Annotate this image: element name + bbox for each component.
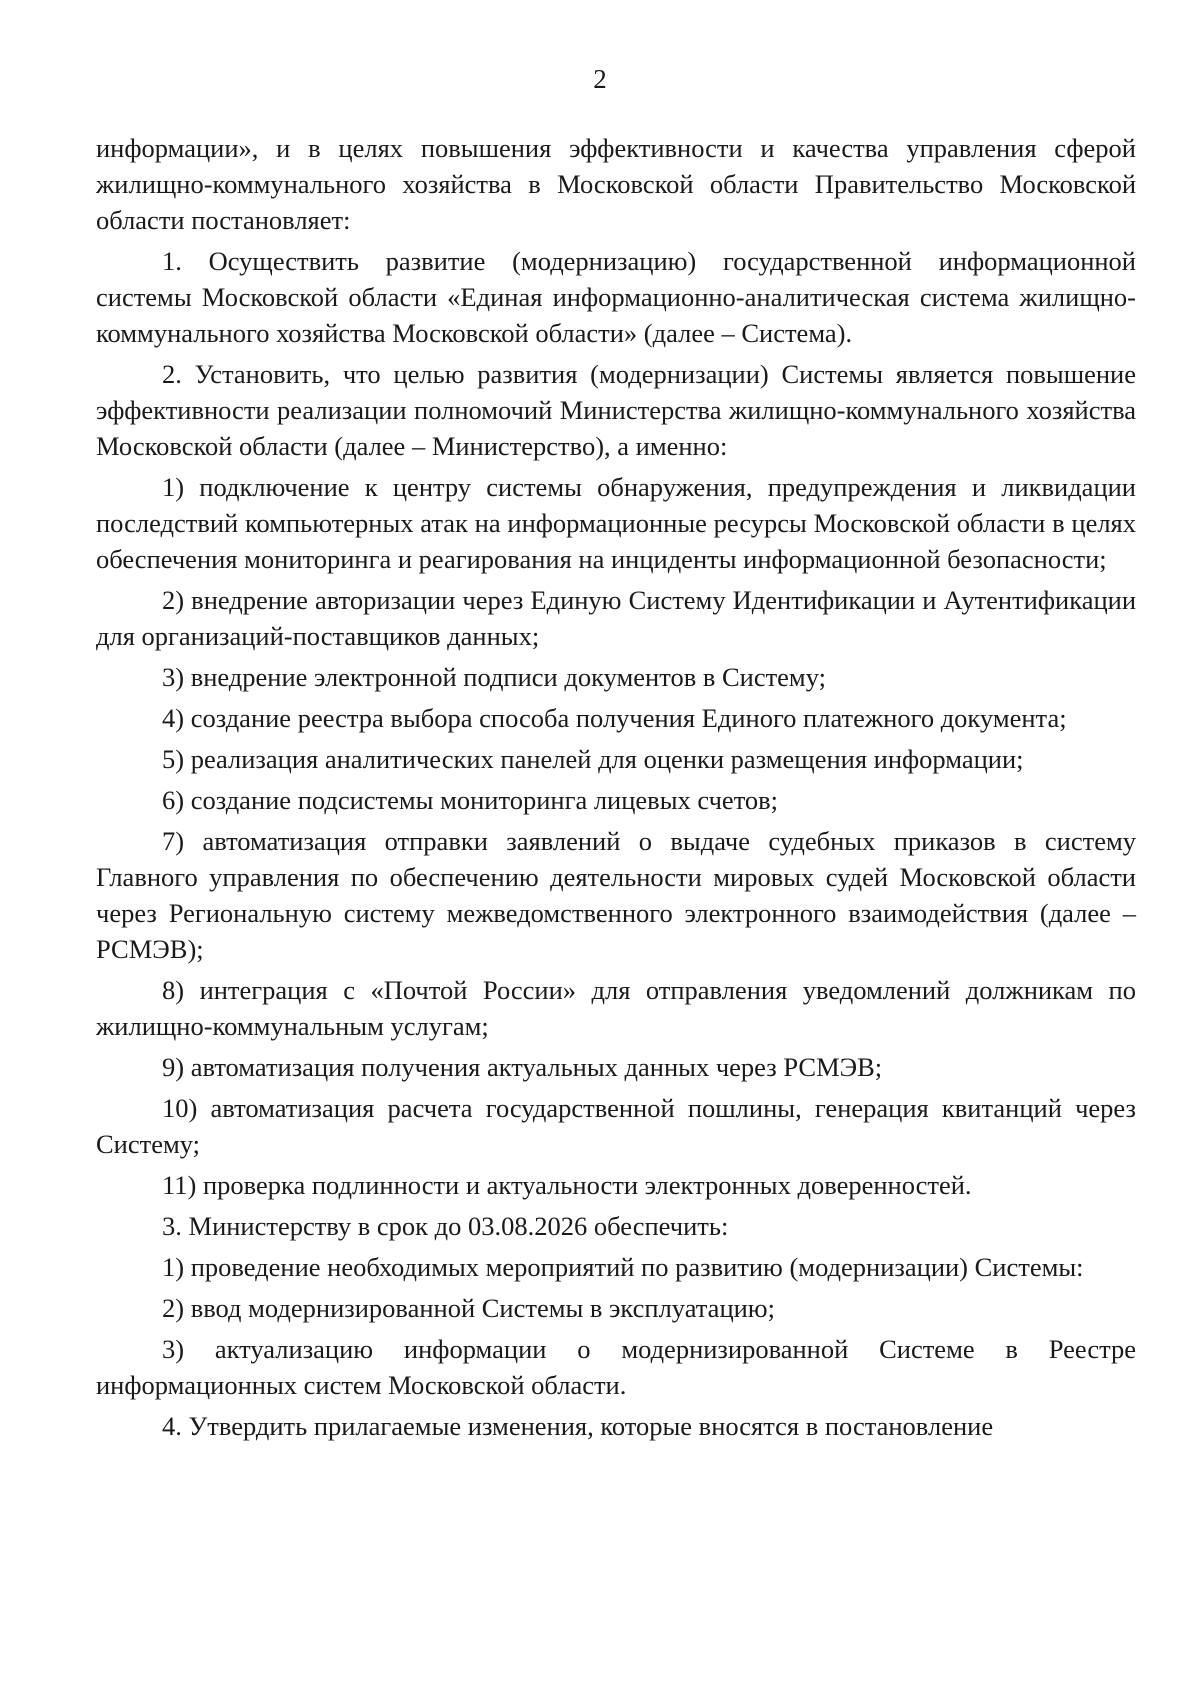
subitem-11: 11) проверка подлинности и актуальности электронных доверенностей. bbox=[162, 1170, 972, 1200]
paragraph-item-1: 1. Осуществить развитие (модернизацию) государственной информационной системы Московской области «Единая информационно-аналитическая система жилищно-коммунального хозяйства Московской области» (далее – Система). bbox=[96, 246, 1136, 348]
subitem-2: 2) внедрение авторизации через Единую Систему Идентификации и Аутентификации для организаций-поставщиков данных; bbox=[96, 585, 1136, 651]
subitem-7: 7) автоматизация отправки заявлений о выдаче судебных приказов в систему Главного управления по обеспечению деятельности мировых судей Московской области через Региональную систему межведомственного электронного взаимодействия (далее – РСМЭВ); bbox=[96, 826, 1136, 964]
subitem-3-1: 1) проведение необходимых мероприятий по развитию (модернизации) Системы: bbox=[162, 1252, 1084, 1282]
page-number: 2 bbox=[593, 64, 607, 94]
subitem-3-3: 3) актуализацию информации о модернизированной Системе в Реестре информационных систем Московской области. bbox=[96, 1334, 1136, 1400]
paragraph-item-2: 2. Установить, что целью развития (модернизации) Системы является повышение эффективности реализации полномочий Министерства жилищно-коммунального хозяйства Московской области (далее – Министерство), а именно: bbox=[96, 359, 1136, 461]
subitem-4: 4) создание реестра выбора способа получения Единого платежного документа; bbox=[162, 703, 1067, 733]
document-body bbox=[96, 130, 1136, 1444]
subitem-8: 8) интеграция с «Почтой России» для отправления уведомлений должникам по жилищно-коммунальным услугам; bbox=[96, 975, 1136, 1041]
subitem-1: 1) подключение к центру системы обнаружения, предупреждения и ликвидации последствий компьютерных атак на информационные ресурсы Московской области в целях обеспечения мониторинга и реагирования на инциденты информационной безопасности; bbox=[96, 472, 1136, 574]
paragraph-item-3: 3. Министерству в срок до 03.08.2026 обеспечить: bbox=[162, 1211, 729, 1241]
paragraph-intro: информации», и в целях повышения эффективности и качества управления сферой жилищно-коммунального хозяйства в Московской области Правительство Московской области постановляет: bbox=[96, 133, 1136, 235]
subitem-5: 5) реализация аналитических панелей для оценки размещения информации; bbox=[162, 744, 1024, 774]
paragraph-item-4: 4. Утвердить прилагаемые изменения, которые вносятся в постановление bbox=[162, 1411, 994, 1441]
subitem-3-2: 2) ввод модернизированной Системы в эксплуатацию; bbox=[162, 1293, 775, 1323]
subitem-3: 3) внедрение электронной подписи документов в Систему; bbox=[162, 662, 826, 692]
subitem-9: 9) автоматизация получения актуальных данных через РСМЭВ; bbox=[162, 1052, 883, 1082]
subitem-6: 6) создание подсистемы мониторинга лицевых счетов; bbox=[162, 785, 779, 815]
subitem-10: 10) автоматизация расчета государственной пошлины, генерация квитанций через Систему; bbox=[96, 1093, 1136, 1159]
